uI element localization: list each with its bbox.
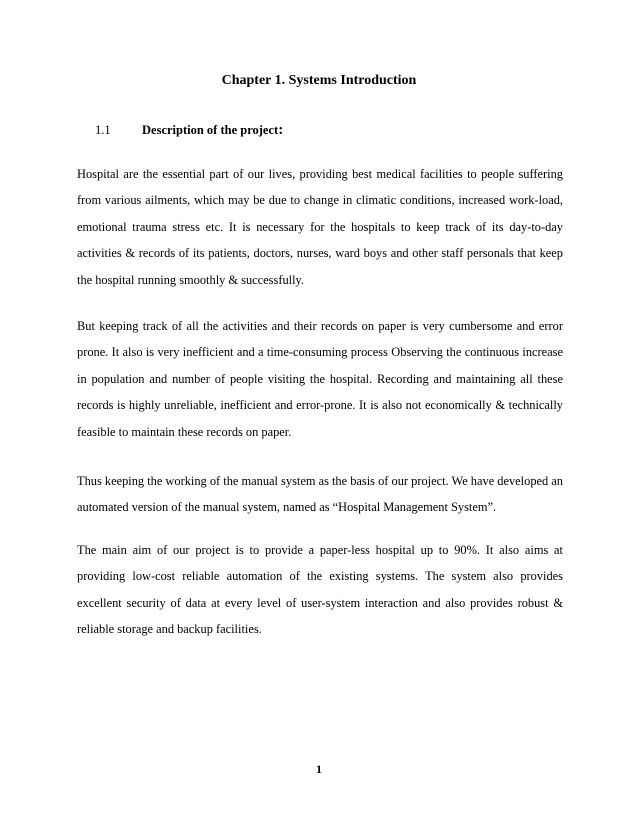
section-title: Description of the project [142,123,279,137]
paragraph-automated-version: Thus keeping the working of the manual system as the basis of our project. We have developed an automated version of the manual system, named as “Hospital Management System”. [77,474,564,515]
paragraph-paper-records: But keeping track of all the activities and their records on paper is very cumbersome and error prone. It also is very inefficient and a time-consuming process Observing the continuous increase in population and number of people visiting the hospital. Recording and maintaining all these records is highly unreliable, inefficient and error-prone. It is also not economically & technically feasible to maintain these records on paper. [77,319,563,439]
section-heading [95,121,283,139]
section-number: 1.1 [95,123,111,137]
page-number: 1 [316,762,322,776]
paragraph-hospital-intro: Hospital are the essential part of our lives, providing best medical facilities to people suffering from various ailments, which may be due to change in climatic conditions, increased work-load, emotional trauma stress etc. It is necessary for the hospitals to keep track of its day-to-day activities & records of its patients, doctors, nurses, ward boys and other staff personals that keep the hospital running smoothly & successfully. [77,167,563,287]
paragraph-main-aim: The main aim of our project is to provide a paper-less hospital up to 90%. It also aims at providing low-cost reliable automation of the existing systems. The system also provides excellent security of data at every level of user-system interaction and also provides robust & reliable storage and backup facilities. [77,543,563,637]
chapter-title: Chapter 1. Systems Introduction [221,73,417,88]
section-colon: : [278,122,284,138]
